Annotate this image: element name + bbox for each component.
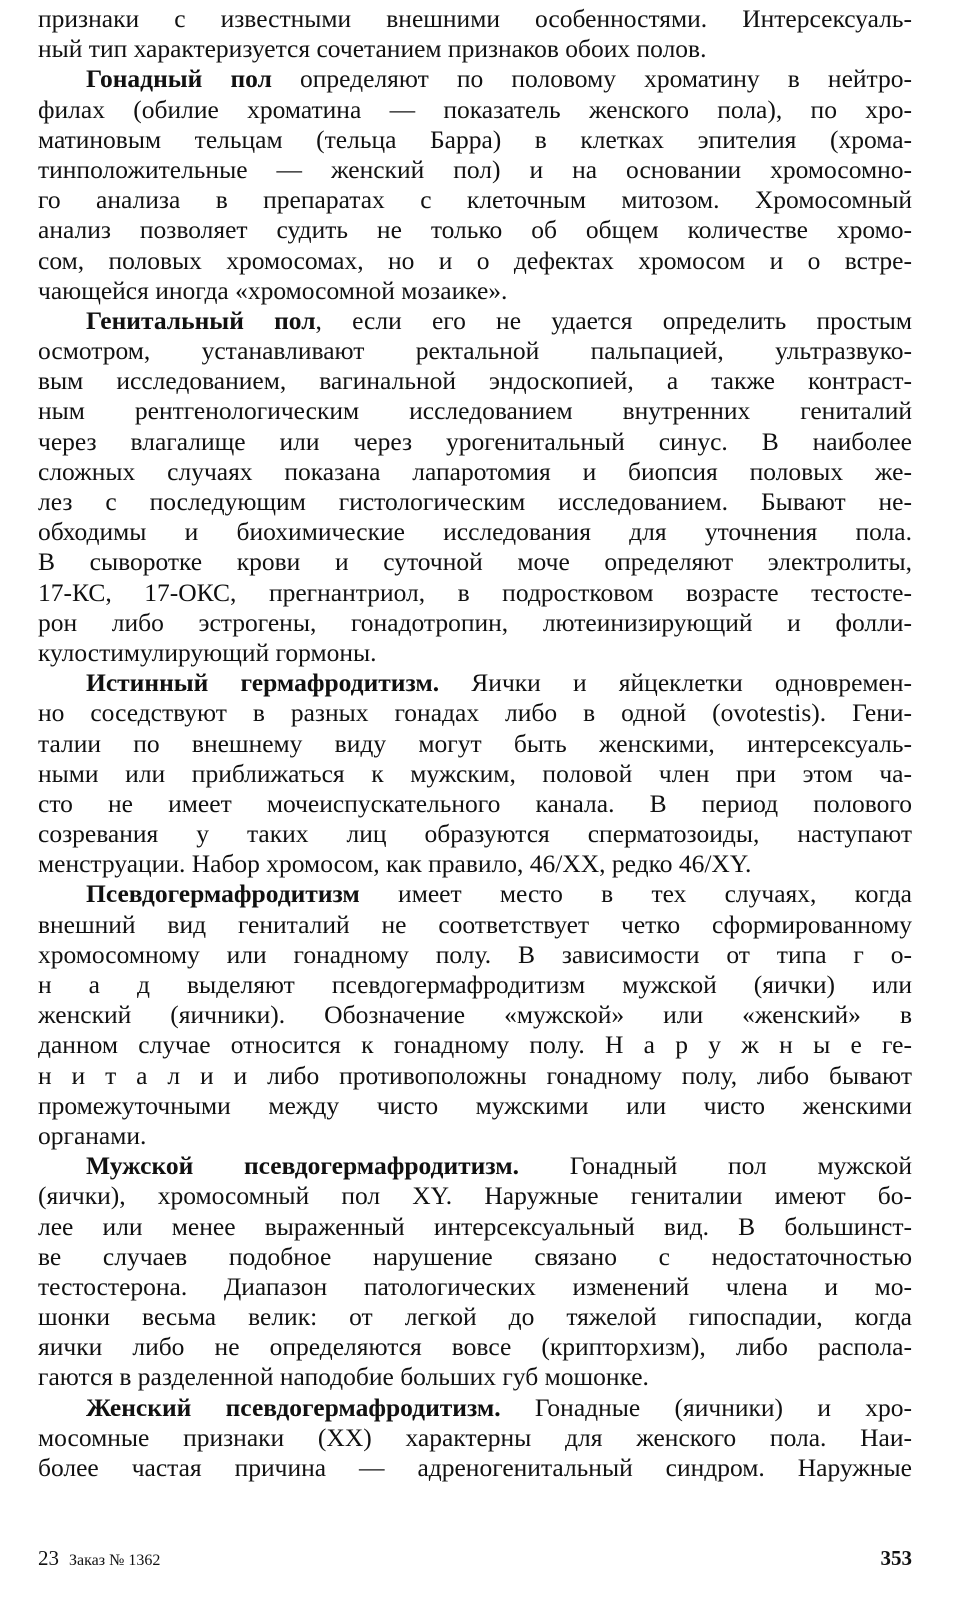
text-line — [38, 366, 912, 396]
line-text: тестостерона. Диапазон патологических изменений члена и мо- — [38, 1271, 912, 1301]
text-line — [38, 668, 912, 698]
text-line — [38, 1181, 912, 1211]
text-line — [38, 1453, 912, 1483]
line-text: данном случае относится к гонадному полу. Н а р у ж н ы е ге- — [38, 1030, 912, 1060]
text-line — [38, 246, 912, 276]
line-text: менструации. Набор хромосом, как правило, 46/XX, редко 46/XY. — [38, 849, 752, 879]
text-line — [38, 427, 912, 457]
text-line — [38, 940, 912, 970]
line-text: органами. — [38, 1120, 147, 1150]
line-text: сом, половых хромосомах, но и о дефектах хромосом и о встре- — [38, 245, 912, 275]
signature-number: 23 — [38, 1546, 59, 1570]
text-line — [38, 789, 912, 819]
line-text: рон либо эстрогены, гонадотропин, лютеинизирующий и фолли- — [38, 607, 912, 637]
text-line — [38, 185, 912, 215]
line-text: В сыворотке крови и суточной моче определяют электролиты, — [38, 547, 912, 577]
text-line — [38, 336, 912, 366]
line-text: сто не имеет мочеиспускательного канала. В период полового — [38, 788, 912, 818]
text-line — [38, 578, 912, 608]
line-text: Гонадные (яичники) и хро- — [500, 1392, 912, 1422]
text-line — [38, 970, 912, 1000]
text-line — [38, 759, 912, 789]
line-text: н а д выделяют псевдогермафродитизм мужской (яички) или — [38, 970, 912, 999]
line-text: более частая причина — адреногенитальный синдром. Наружные — [38, 1453, 912, 1482]
text-line — [38, 517, 912, 547]
line-text: тинположительные — женский пол) и на основании хромосомно- — [38, 154, 912, 184]
line-text: шонки весьма велик: от легкой до тяжелой гипоспадии, когда — [38, 1302, 912, 1332]
line-text: гаются в разделенной наподобие больших губ мошонке. — [38, 1362, 649, 1392]
text-line — [38, 1423, 912, 1453]
text-line — [38, 1362, 912, 1392]
text-line — [38, 215, 912, 245]
text-line — [38, 1302, 912, 1332]
text-line — [38, 1061, 912, 1091]
text-line — [38, 1000, 912, 1030]
line-text: женский (яичники). Обозначение «мужской» или «женский» в — [38, 1000, 912, 1030]
text-line — [38, 4, 912, 34]
line-text: имеет место в тех случаях, когда — [359, 879, 912, 909]
text-line — [38, 1393, 912, 1423]
text-line — [38, 1091, 912, 1121]
line-text: но соседствуют в разных гонадах либо в одной (ovotestis). Гени- — [38, 698, 912, 728]
line-text: ным рентгенологическим исследованием внутренних гениталий — [38, 396, 912, 426]
line-text: Яички и яйцеклетки одновремен- — [439, 668, 912, 698]
line-text: лее или менее выраженный интерсексуальный вид. В большинст- — [38, 1211, 912, 1241]
text-line — [38, 125, 912, 155]
line-text: определяют по половому хроматину в нейтро- — [271, 64, 912, 94]
text-line — [38, 547, 912, 577]
line-text: , если его не удается определить простым — [315, 305, 912, 335]
text-line — [38, 1272, 912, 1302]
paragraph-lead: Мужской псевдогермафродитизм. — [86, 1151, 519, 1181]
text-line — [38, 729, 912, 759]
line-text: яички либо не определяются вовсе (крипторхизм), либо распола- — [38, 1332, 912, 1362]
line-text: хромосомному или гонадному полу. В зависимости от типа г о- — [38, 939, 912, 969]
line-text: Гонадный пол мужской — [519, 1151, 912, 1181]
text-line — [38, 396, 912, 426]
text-line — [38, 487, 912, 517]
line-text: промежуточными между чисто мужскими или чисто женскими — [38, 1090, 912, 1120]
line-text: го анализа в препаратах с клеточным митозом. Хромосомный — [38, 185, 912, 215]
text-line — [38, 1030, 912, 1060]
line-text: лез с последующим гистологическим исследованием. Бывают не- — [38, 487, 912, 516]
line-text: чающейся иногда «хромосомной мозаике». — [38, 275, 508, 305]
text-line — [38, 879, 912, 909]
line-text: (яички), хромосомный пол XY. Наружные гениталии имеют бо- — [38, 1181, 912, 1211]
line-text: ными или приближаться к мужским, половой член при этом ча- — [38, 758, 912, 788]
line-text: ный тип характеризуется сочетанием признаков обоих полов. — [38, 34, 707, 64]
line-text: внешний вид гениталий не соответствует четко сформированному — [38, 909, 912, 939]
text-line — [38, 608, 912, 638]
page-number: 353 — [880, 1546, 912, 1570]
paragraph-lead: Гонадный пол — [86, 64, 272, 94]
paragraph-lead: Женский псевдогермафродитизм. — [86, 1392, 501, 1422]
text-line — [38, 64, 912, 94]
text-line — [38, 306, 912, 336]
line-text: 17-КС, 17-ОКС, прегнантриол, в подростковом возрасте тестосте- — [38, 577, 912, 607]
text-line — [38, 1212, 912, 1242]
line-text: мосомные признаки (XX) характерны для женского пола. Наи- — [38, 1422, 912, 1452]
text-line — [38, 819, 912, 849]
text-line — [38, 1151, 912, 1181]
text-line — [38, 34, 912, 64]
order-number: Заказ № 1362 — [69, 1552, 161, 1569]
line-text: талии по внешнему виду могут быть женскими, интерсексуаль- — [38, 728, 912, 758]
line-text: созревания у таких лиц образуются сперматозоиды, наступают — [38, 819, 912, 849]
text-line — [38, 1121, 912, 1151]
page-footer — [38, 1546, 912, 1576]
paragraph-lead: Истинный гермафродитизм. — [86, 668, 440, 698]
body-text — [38, 4, 912, 1483]
line-text: кулостимулирующий гормоны. — [38, 637, 377, 667]
line-text: матиновым тельцам (тельца Барра) в клетках эпителия (хрома- — [38, 124, 912, 154]
text-line — [38, 457, 912, 487]
text-line — [38, 276, 912, 306]
line-text: сложных случаях показана лапаротомия и биопсия половых же- — [38, 456, 912, 486]
text-line — [38, 849, 912, 879]
paragraph-lead: Генитальный пол — [86, 305, 316, 335]
line-text: через влагалище или через урогенитальный синус. В наиболее — [38, 426, 912, 456]
text-line — [38, 95, 912, 125]
line-text: обходимы и биохимические исследования для уточнения пола. — [38, 517, 912, 547]
text-line — [38, 155, 912, 185]
text-line — [38, 1242, 912, 1272]
text-line — [38, 910, 912, 940]
line-text: ве случаев подобное нарушение связано с недостаточностью — [38, 1241, 912, 1271]
line-text: осмотром, устанавливают ректальной пальпацией, ультразвуко- — [38, 336, 912, 366]
printer-signature — [38, 1546, 160, 1571]
paragraph-lead: Псевдогермафродитизм — [86, 879, 360, 909]
line-text: вым исследованием, вагинальной эндоскопией, а также контраст- — [38, 366, 912, 396]
line-text: анализ позволяет судить не только об общем количестве хромо- — [38, 215, 912, 245]
line-text: н и т а л и и либо противоположны гонадному полу, либо бывают — [38, 1060, 912, 1090]
line-text: филах (обилие хроматина — показатель женского пола), по хро- — [38, 94, 912, 124]
text-line — [38, 638, 912, 668]
text-line — [38, 698, 912, 728]
line-text: признаки с известными внешними особенностями. Интерсексуаль- — [38, 4, 912, 33]
text-line — [38, 1332, 912, 1362]
